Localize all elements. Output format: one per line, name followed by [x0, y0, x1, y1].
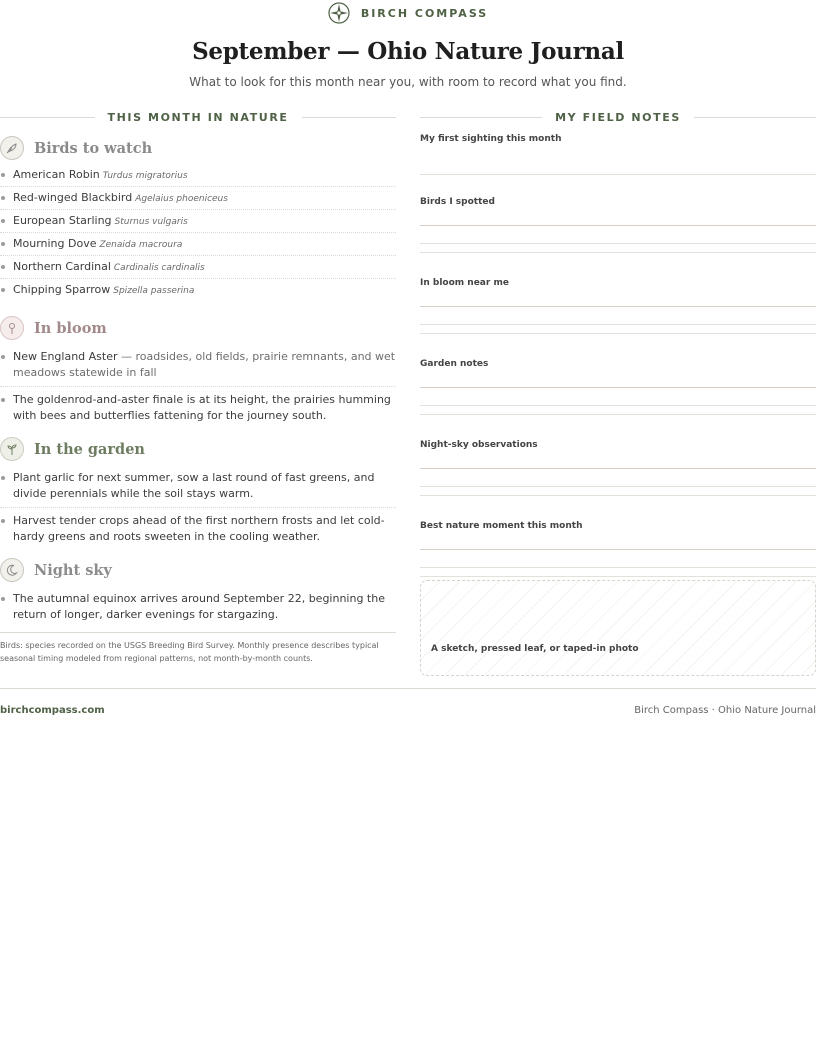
- bird-scientific-name: Sturnus vulgaris: [114, 217, 188, 227]
- night-list: [0, 589, 396, 628]
- list-item: The autumnal equinox arrives around September 22, beginning the return of longer, darker evenings for stargazing.: [0, 589, 396, 628]
- divider: [420, 117, 542, 118]
- divider: [694, 117, 816, 118]
- sketch-label: A sketch, pressed leaf, or taped-in photo: [431, 644, 639, 654]
- sketch-box[interactable]: [420, 580, 816, 676]
- list-item: [0, 347, 396, 387]
- writing-line[interactable]: [420, 324, 816, 325]
- field-label: Best nature moment this month: [420, 521, 583, 531]
- writing-line[interactable]: [420, 405, 816, 406]
- list-item: Harvest tender crops ahead of the first northern frosts and let cold-hardy greens and roots sweeten in the cooling weather.: [0, 511, 396, 550]
- notes-section-heading: [420, 108, 816, 126]
- garden-title: In the garden: [34, 440, 145, 458]
- footer-divider: [0, 688, 816, 689]
- page-title: September — Ohio Nature Journal: [192, 38, 624, 65]
- writing-line[interactable]: [420, 252, 816, 253]
- field-notes-column: [420, 108, 816, 654]
- field-label: Birds I spotted: [420, 197, 495, 207]
- writing-line[interactable]: [420, 174, 816, 175]
- field-in-bloom: [420, 278, 816, 355]
- bird-scientific-name: Cardinalis cardinalis: [113, 263, 205, 273]
- bird-scientific-name: Agelaius phoeniceus: [135, 194, 228, 204]
- writing-line[interactable]: [420, 567, 816, 568]
- writing-line[interactable]: [420, 576, 816, 577]
- bird-name: Chipping Sparrow: [13, 283, 111, 296]
- writing-line[interactable]: [420, 414, 816, 415]
- garden-category-header: [0, 436, 396, 462]
- writing-line[interactable]: [420, 387, 816, 388]
- birds-category-header: [0, 135, 396, 161]
- writing-line[interactable]: [420, 306, 816, 307]
- field-first-sighting: [420, 134, 816, 193]
- field-label: Night-sky observations: [420, 440, 538, 450]
- list-item: [0, 187, 396, 210]
- field-night-sky: [420, 440, 816, 517]
- birds-title: Birds to watch: [34, 139, 153, 157]
- bird-scientific-name: Zenaida macroura: [99, 240, 183, 250]
- field-label: In bloom near me: [420, 278, 509, 288]
- brand-header: [0, 2, 816, 24]
- bloom-detail: — roadsides, old fields, prairie remnants, and wet meadows statewide in fall: [13, 350, 396, 379]
- bird-name: European Starling: [13, 214, 112, 227]
- bird-name: Red-winged Blackbird: [13, 191, 133, 204]
- bird-scientific-name: Spizella passerina: [113, 286, 195, 296]
- field-label: Garden notes: [420, 359, 489, 369]
- writing-line[interactable]: [420, 333, 816, 334]
- compass-rose-icon: [328, 2, 350, 24]
- bloom-name: New England Aster: [13, 350, 118, 363]
- sprout-icon: [0, 437, 24, 461]
- nature-heading-text: THIS MONTH IN NATURE: [107, 110, 289, 124]
- flower-icon: [0, 316, 24, 340]
- list-item: [0, 256, 396, 279]
- bird-name: American Robin: [13, 168, 100, 181]
- writing-line[interactable]: [420, 225, 816, 226]
- list-item: [0, 279, 396, 302]
- footnote: Birds: species recorded on the USGS Breeding Bird Survey. Monthly presence describes typical seasonal timing modeled from regional patterns, not month-by-month counts.: [0, 632, 396, 665]
- brand-name: BIRCH COMPASS: [360, 6, 489, 20]
- field-birds-spotted: [420, 197, 816, 274]
- bird-scientific-name: Turdus migratorius: [102, 171, 188, 181]
- field-label: My first sighting this month: [420, 134, 562, 144]
- footer-credit: Birch Compass · Ohio Nature Journal: [634, 705, 816, 716]
- divider: [302, 117, 397, 118]
- moon-icon: [0, 558, 24, 582]
- feather-icon: [0, 136, 24, 160]
- list-item: The goldenrod-and-aster finale is at its height, the prairies humming with bees and butterflies fattening for the journey south.: [0, 390, 396, 429]
- list-item: [0, 210, 396, 233]
- nature-section-heading: [0, 108, 396, 126]
- list-item: [0, 164, 396, 187]
- field-garden-notes: [420, 359, 816, 436]
- writing-line[interactable]: [420, 549, 816, 550]
- page-subtitle: What to look for this month near you, with room to record what you find.: [189, 75, 627, 89]
- writing-line[interactable]: [420, 243, 816, 244]
- writing-line[interactable]: [420, 495, 816, 496]
- bloom-title: In bloom: [34, 319, 107, 337]
- night-category-header: [0, 557, 396, 583]
- writing-line[interactable]: [420, 486, 816, 487]
- footer-website-link[interactable]: birchcompass.com: [0, 705, 105, 716]
- night-title: Night sky: [34, 561, 112, 579]
- list-item: Plant garlic for next summer, sow a last round of fast greens, and divide perennials while the soil stays warm.: [0, 468, 396, 508]
- bloom-category-header: [0, 315, 396, 341]
- bird-name: Mourning Dove: [13, 237, 97, 250]
- list-item: [0, 233, 396, 256]
- notes-heading-text: MY FIELD NOTES: [555, 110, 681, 124]
- garden-list: [0, 468, 396, 550]
- divider: [0, 117, 95, 118]
- writing-line[interactable]: [420, 468, 816, 469]
- bloom-list: [0, 347, 396, 429]
- birds-list: [0, 164, 396, 302]
- nature-column: [0, 108, 396, 665]
- bird-name: Northern Cardinal: [13, 260, 111, 273]
